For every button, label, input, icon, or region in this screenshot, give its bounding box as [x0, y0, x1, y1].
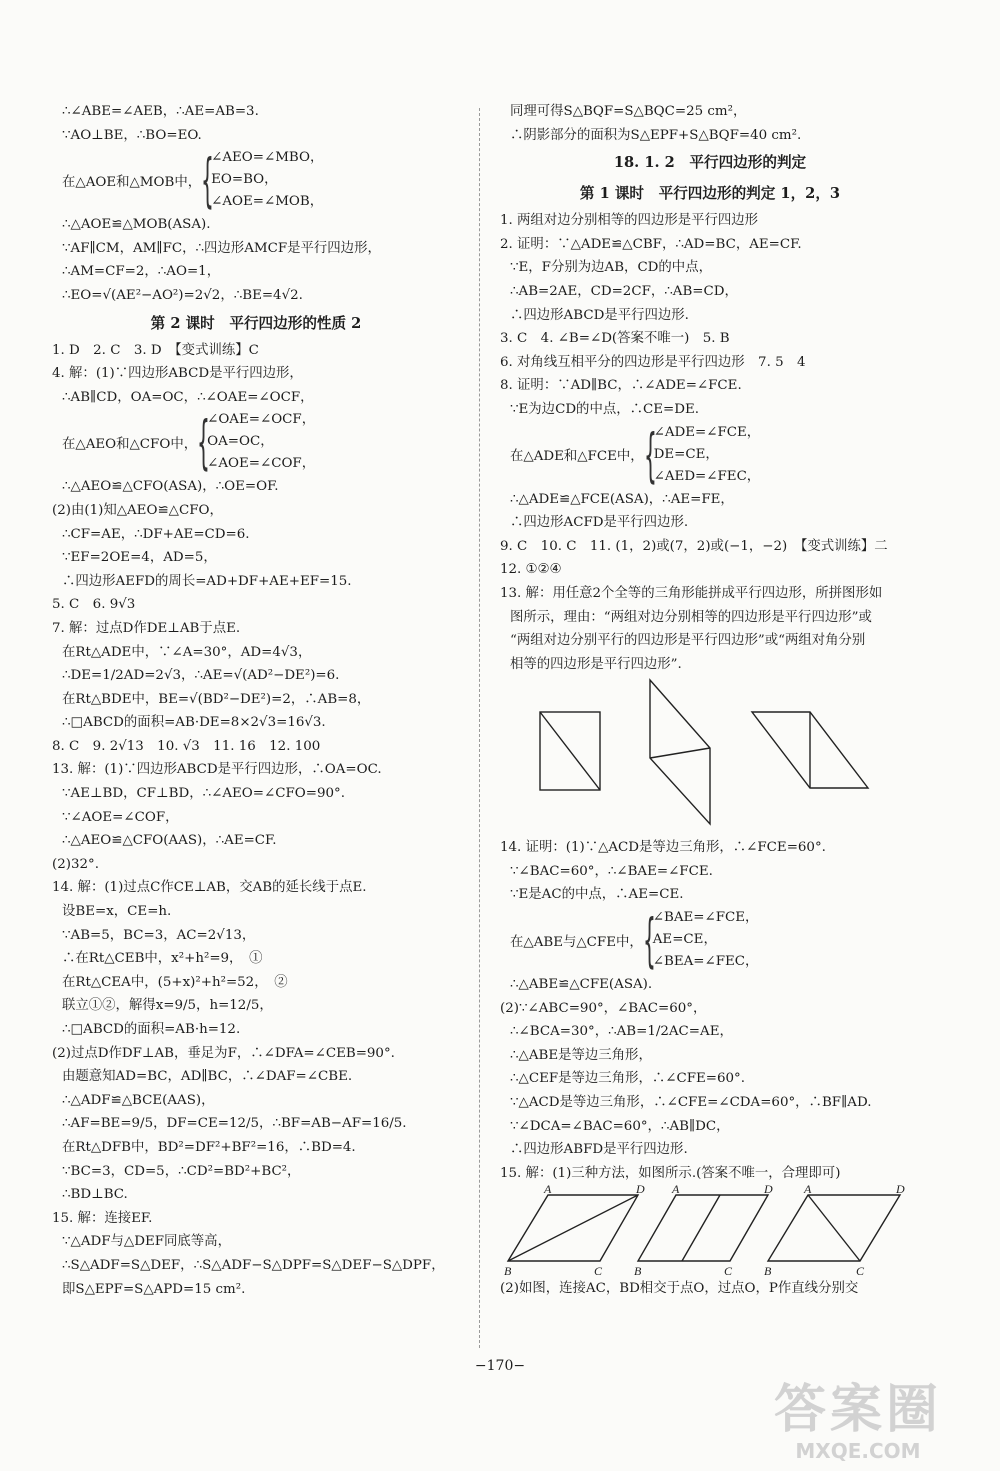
text-line: ∴∠BCA=30°，∴AB=1/2AC=AE， [510, 1024, 733, 1040]
text-line: (2)过点D作DF⊥AB，垂足为F，∴∠DFA=∠CEB=90°. [52, 1045, 395, 1061]
fig-diagonal [650, 748, 710, 758]
text-line: ∴四边形ABFD是平行四边形. [510, 1142, 688, 1158]
text-line: ∴阴影部分的面积为S△EPF+S△BQF=40 cm². [510, 127, 802, 143]
fig-label-c: C [724, 1264, 733, 1278]
fig-label-b: B [634, 1264, 642, 1278]
lesson-title: 第 1 课时 平行四边形的判定 1，2，3 [579, 185, 841, 203]
watermark-title: 答案圈 [773, 1380, 942, 1440]
left-answers-2 [52, 475, 460, 1301]
column-divider [479, 108, 480, 1348]
fig-label-b: B [504, 1264, 512, 1278]
text-line: ∵△ACD是等边三角形，∴∠CFE=∠CDA=60°，∴BF∥AD. [510, 1095, 872, 1111]
text-line: 5. C 6. 9√3 [52, 597, 136, 613]
text-line: ∴在Rt△CEB中，x²+h²=9， ① [62, 951, 263, 967]
text-line: ∴四边形AEFD的周长=AD+DF+AE+EF=15. [62, 573, 352, 589]
text-line: 3. C 4. ∠B=∠D(答案不唯一) 5. B [500, 331, 730, 347]
text-line: 在Rt△BDE中，BE=√(BD²−DE²)=2，∴AB=8， [62, 691, 371, 707]
left-top-lines [52, 100, 460, 147]
left-proof-1 [52, 213, 460, 307]
text-line: ∴△CEF是等边三角形，∴∠CFE=60°. [510, 1071, 745, 1087]
text-line: 由题意知AD=BC，AD∥BC，∴∠DAF=∠CBE. [62, 1069, 353, 1085]
right-answers-3 [500, 836, 920, 907]
brace-item: ∠OAE=∠OCF， [207, 412, 316, 428]
text-line: ∴AB=2AE，CD=2CF，∴AB=CD， [510, 283, 738, 299]
brace-pre: 在△AOE和△MOB中， [62, 174, 202, 190]
brace-item: DE=CE， [653, 446, 719, 462]
text-line: ∴∠ABE=∠AEB，∴AE=AB=3. [62, 104, 259, 119]
brace-pre: 在△AEO和△CFO中， [62, 436, 198, 452]
text-line: ∴CF=AE，∴DF+AE=CD=6. [62, 526, 250, 542]
text-line: 1. D 2. C 3. D 【变式训练】C [52, 342, 259, 358]
text-line: (2)由(1)知△AEO≌△CFO， [52, 502, 223, 518]
text-line: ∵AF∥CM，AM∥FC，∴四边形AMCF是平行四边形， [62, 240, 381, 256]
brace-pre: 在△ADE和△FCE中， [510, 449, 644, 465]
text-line: ∴△ABE是等边三角形， [510, 1047, 652, 1063]
text-line: ∵BC=3，CD=5，∴CD²=BD²+BC²， [62, 1163, 301, 1179]
text-line: 1. 两组对边分别相等的四边形是平行四边形 [500, 213, 759, 229]
text-line: ∴△AEO≌△CFO(AAS)，∴AE=CF. [62, 833, 277, 849]
brace-item: ∠BAE=∠FCE， [652, 910, 759, 926]
text-line: 13. 解：(1)∵四边形ABCD是平行四边形，∴OA=OC. [52, 762, 382, 778]
figure-three-methods-15 [500, 1185, 920, 1277]
section-title: 18. 1. 2 平行四边形的判定 [613, 154, 807, 172]
right-answers-4 [500, 973, 920, 1185]
watermark-url: MXQE.COM [795, 1439, 921, 1463]
text-line: 在Rt△ADE中，∵∠A=30°，AD=4√3， [62, 644, 312, 660]
right-column [500, 100, 920, 1301]
brace-item: EO=BO， [211, 172, 278, 188]
text-line: ∵AB=5，BC=3，AC=2√13， [62, 927, 256, 943]
fig-tall-parallelogram [650, 680, 710, 824]
text-line: 15. 解：(1)三种方法，如图所示.(答案不唯一，合理即可) [500, 1165, 841, 1181]
text-line: 8. C 9. 2√13 10. √3 11. 16 12. 100 [52, 738, 321, 754]
text-line: 13. 解：用任意2个全等的三角形能拼成平行四边形，所拼图形如 [500, 585, 883, 601]
lesson-heading: 第 2 课时 平行四边形的性质 2 [150, 314, 362, 332]
text-line: 在Rt△DFB中，BD²=DF²+BF²=16，∴BD=4. [62, 1139, 356, 1155]
text-line: 设BE=x，CE=h. [62, 904, 172, 920]
fig-diagonal [540, 712, 600, 790]
text-line: ∵∠BAC=60°，∴∠BAE=∠FCE. [510, 863, 713, 879]
text-line: ∵AE⊥BD，CF⊥BD，∴∠AEO=∠CFO=90°. [62, 786, 345, 802]
text-line: 9. C 10. C 11. (1，2)或(7，2)或(−1，−2) 【变式训练】二 [500, 538, 888, 554]
brace-item: AE=CE， [652, 932, 717, 948]
brace-symbol: { [197, 408, 211, 477]
brace-block-4 [500, 907, 920, 973]
fig-label-c: C [594, 1264, 603, 1278]
brace-block-1 [52, 147, 460, 213]
text-line: ∵E为边CD的中点，∴CE=DE. [510, 401, 700, 417]
text-line: ∴S△ADF=S△DEF，∴S△ADF−S△DPF=S△DEF−S△DPF， [62, 1257, 445, 1273]
text-line: (2)如图，连接AC，BD相交于点O，过点O，P作直线分别交 [500, 1281, 859, 1297]
text-line: 8. 证明：∵AD∥BC，∴∠ADE=∠FCE. [500, 378, 742, 394]
text-line: ∴△AOE≌△MOB(ASA). [62, 217, 211, 233]
brace-block-3 [500, 422, 920, 488]
text-line: ∴□ABCD的面积=AB·DE=8×2√3=16√3. [62, 715, 326, 731]
text-line: 联立①②，解得x=9/5，h=12/5， [62, 998, 273, 1014]
brace-block-2 [52, 409, 460, 475]
text-line: ∴△ADE≌△FCE(ASA)，∴AE=FE， [510, 491, 734, 507]
text-line: ∵E，F分别为边AB，CD的中点， [510, 260, 712, 276]
fig-label-a: A [672, 1185, 680, 1197]
fig-label-d: D [764, 1185, 773, 1197]
text-line: 即S△EPF=S△APD=15 cm². [62, 1281, 246, 1297]
brace-item: ∠ADE=∠FCE， [653, 424, 761, 440]
fig-label-a: A [544, 1185, 552, 1197]
text-line: 相等的四边形是平行四边形”. [510, 656, 682, 672]
text-line: 14. 证明：(1)∵△ACD是等边三角形，∴∠FCE=60°. [500, 840, 826, 856]
text-line: ∵△ADF与△DEF同底等高， [62, 1234, 231, 1250]
watermark [738, 1380, 978, 1464]
text-line: 同理可得S△BQF=S△BQC=25 cm²， [510, 104, 747, 119]
text-line: ∴AF=BE=9/5，DF=CE=12/5，∴BF=AB−AF=16/5. [62, 1116, 407, 1132]
text-line: 14. 解：(1)过点C作CE⊥AB，交AB的延长线于点E. [52, 880, 367, 896]
fig-cut-line [808, 1195, 860, 1261]
text-line: ∴DE=1/2AD=2√3，∴AE=√(AD²−DE²)=6. [62, 668, 340, 684]
left-answers-1 [52, 339, 460, 410]
fig-label-c: C [856, 1264, 865, 1278]
text-line: ∴四边形ABCD是平行四边形. [510, 307, 689, 323]
text-line: ∴AM=CF=2，∴AO=1， [62, 264, 221, 280]
text-line: (2)∵∠ABC=90°，∠BAC=60°， [500, 1000, 707, 1016]
text-line: ∵∠AOE=∠COF， [62, 809, 179, 825]
text-line: ∴□ABCD的面积=AB·h=12. [62, 1022, 241, 1037]
text-line: ∴EO=√(AE²−AO²)=2√2，∴BE=4√2. [62, 287, 303, 303]
brace-item: ∠AEO=∠MBO， [211, 150, 324, 166]
text-line: ∵E是AC的中点，∴AE=CE. [510, 887, 684, 903]
brace-pre: 在△ABE与△CFE中， [510, 934, 643, 950]
text-line: 图所示，理由：“两组对边分别相等的四边形是平行四边形”或 [510, 609, 872, 625]
text-line: ∴△ABE≌△CFE(ASA). [510, 977, 653, 993]
brace-item: OA=OC， [207, 434, 274, 450]
page-number: −170− [474, 1358, 526, 1374]
fig-label-b: B [764, 1264, 772, 1278]
text-line: “两组对边分别平行的四边形是平行四边形”或“两组对角分别 [510, 633, 866, 649]
text-line: 12. ①②④ [500, 562, 562, 578]
text-line: ∵∠DCA=∠BAC=60°，∴AB∥DC， [510, 1118, 730, 1134]
brace-item: ∠AED=∠FEC， [653, 468, 761, 484]
text-line: ∵AO⊥BE，∴BO=EO. [62, 127, 202, 143]
brace-item: ∠BEA=∠FEC， [652, 954, 759, 970]
brace-symbol: { [642, 906, 656, 975]
right-answers-2 [500, 488, 920, 677]
text-line: ∴△ADF≌△BCE(AAS)， [62, 1092, 215, 1108]
text-line: 2. 证明：∵△ADE≌△CBF，∴AD=BC，AE=CF. [500, 236, 802, 252]
brace-symbol: { [201, 146, 215, 215]
fig-label-a: A [804, 1185, 812, 1197]
text-line: ∴AB∥CD，OA=OC，∴∠OAE=∠OCF， [62, 389, 314, 405]
right-top-lines [500, 100, 920, 147]
left-column [52, 100, 460, 1301]
right-answers-1 [500, 209, 920, 421]
fig-label-d: D [636, 1185, 645, 1197]
text-line: 15. 解：连接EF. [52, 1210, 153, 1226]
text-line: (2)32°. [52, 856, 99, 872]
figure-parallelograms-13 [500, 676, 920, 836]
text-line: 在Rt△CEA中，(5+x)²+h²=52， ② [62, 974, 288, 990]
fig-method-2 [638, 1195, 768, 1261]
text-line: ∴BD⊥BC. [62, 1187, 128, 1203]
text-line: 4. 解：(1)∵四边形ABCD是平行四边形， [52, 366, 303, 382]
text-line: 6. 对角线互相平分的四边形是平行四边形 7. 5 4 [500, 354, 806, 370]
brace-symbol: { [643, 420, 657, 489]
brace-item: ∠AOE=∠MOB， [211, 194, 324, 210]
fig-cut-line [682, 1195, 720, 1261]
text-line: ∴△AEO≌△CFO(ASA)，∴OE=OF. [62, 479, 279, 495]
text-line: 7. 解：过点D作DE⊥AB于点E. [52, 620, 241, 636]
text-line: ∵EF=2OE=4，AD=5， [62, 550, 217, 566]
text-line: ∴四边形ACFD是平行四边形. [510, 515, 689, 531]
fig-label-d: D [896, 1185, 905, 1197]
brace-item: ∠AOE=∠COF， [207, 456, 316, 472]
